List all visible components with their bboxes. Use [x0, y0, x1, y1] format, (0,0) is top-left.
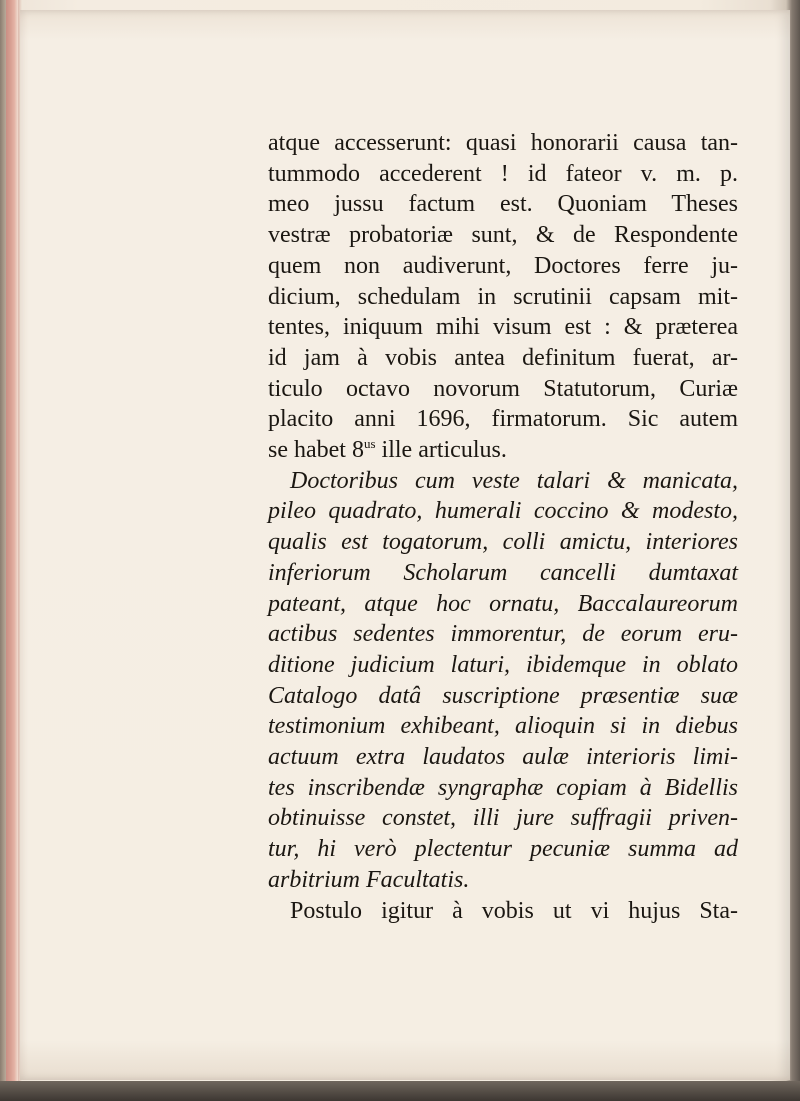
quote-line: inferiorum Scholarum cancelli dumtaxat	[268, 559, 738, 586]
quote-line: testimonium exhibeant, alioquin si in diebus	[268, 713, 738, 740]
quote-line: pileo quadrato, humerali coccino & modesto,	[268, 498, 738, 525]
quote-line: tur, hi verò plectentur pecuniæ summa ad	[268, 836, 738, 863]
text-line: dicium, schedulam in scrutinii capsam mit-	[268, 283, 738, 310]
quote-line: actibus sedentes immorentur, de eorum eru-	[268, 621, 738, 648]
text-line: tentes, iniquum mihi visum est : & præterea	[268, 314, 738, 341]
text-fragment: se habet 8	[268, 437, 364, 464]
text-line: meo jussu factum est. Quoniam Theses	[268, 191, 738, 218]
text-line: ticulo octavo novorum Statutorum, Curiæ	[268, 375, 738, 402]
text-line: Postulo igitur à vobis ut vi hujus Sta-	[290, 897, 738, 924]
body-text	[268, 128, 738, 926]
quote-line: pateant, atque hoc ornatu, Baccalaureorum	[268, 590, 738, 617]
quote-line: arbitrium Facultatis.	[268, 866, 470, 893]
quote-line: Doctoribus cum veste talari & manicata,	[290, 467, 738, 494]
quote-line: Catalogo datâ suscriptione præsentiæ suæ	[268, 682, 738, 709]
text-line: vestræ probatoriæ sunt, & de Respondente	[268, 222, 738, 249]
quote-line: qualis est togatorum, colli amictu, interiores	[268, 529, 738, 556]
scan-bottom-edge	[0, 1081, 800, 1101]
text-fragment: ille articulus.	[375, 437, 507, 464]
quote-line: obtinuisse constet, illi jure suffragii priven-	[268, 805, 738, 832]
text-line	[268, 435, 738, 466]
superscript: us	[363, 436, 376, 452]
text-line: placito anni 1696, firmatorum. Sic autem	[268, 406, 738, 433]
text-line: id jam à vobis antea definitum fuerat, ar-	[268, 344, 738, 371]
text-line: atque accesserunt: quasi honorarii causa tan-	[268, 130, 738, 156]
quote-line: tes inscribendæ syngraphæ copiam à Bidellis	[268, 774, 738, 801]
page-edge-left	[6, 0, 18, 1101]
quote-line: actuum extra laudatos aulæ interioris limi-	[268, 744, 738, 771]
text-line: tummodo accederent ! id fateor v. m. p.	[268, 160, 738, 187]
quote-line: ditione judicium laturi, ibidemque in oblato	[268, 651, 738, 678]
text-line: quem non audiverunt, Doctores ferre ju-	[268, 252, 738, 279]
